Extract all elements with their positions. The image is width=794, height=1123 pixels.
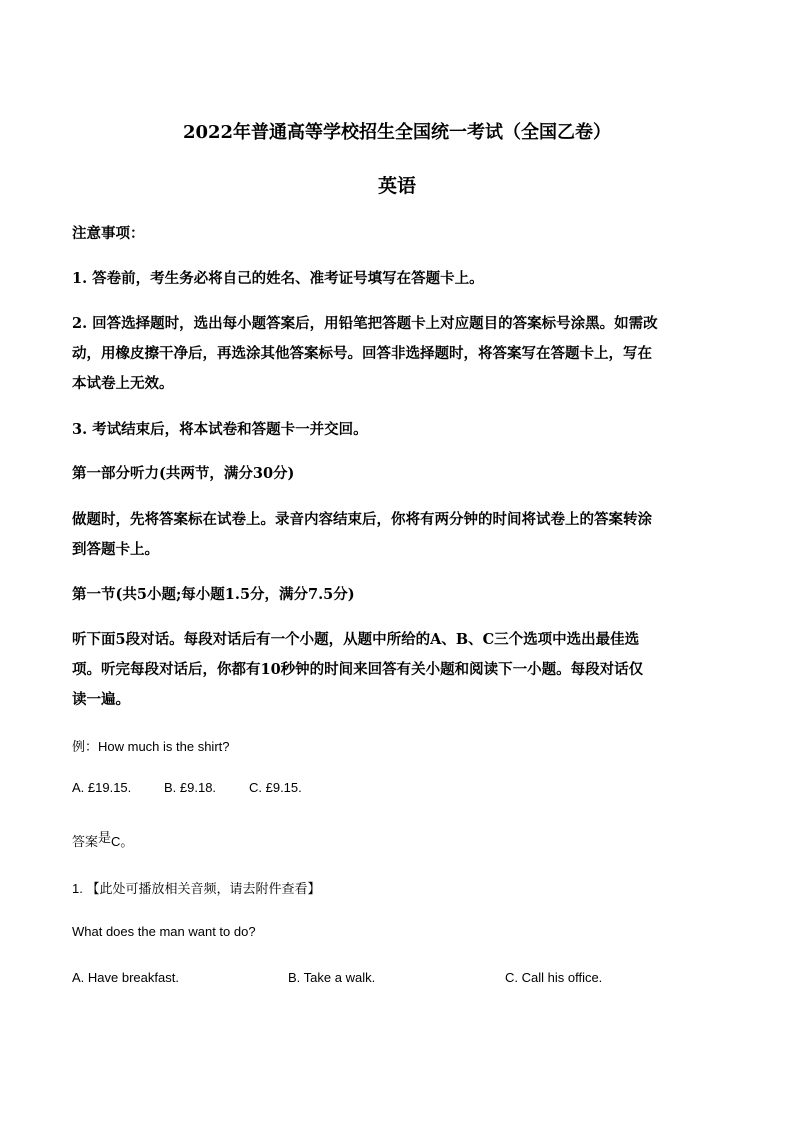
notes-item-2-line-1: 2. 回答选择题时，选出每小题答案后，用铅笔把答题卡上对应题目的答案标号涂黑。如需改 (72, 315, 658, 332)
part1-instruction-line-2: 到答题卡上。 (72, 541, 159, 558)
example-option-a: A. £19.15. (72, 780, 132, 795)
part1-heading: 第一部分听力(共两节，满分30分) (72, 465, 295, 482)
part1-instruction-line-1: 做题时，先将答案标在试卷上。录音内容结束后，你将有两分钟的时间将试卷上的答案转涂 (72, 511, 652, 528)
notes-item-3: 3. 考试结束后，将本试卷和答题卡一并交回。 (72, 421, 368, 438)
example-option-b: B. £9.18. (164, 780, 217, 795)
section1-heading: 第一节(共5小题;每小题1.5分，满分7.5分) (72, 586, 355, 603)
section1-instruction-line-3: 读一遍。 (72, 691, 130, 708)
example-answer (72, 831, 133, 850)
notes-item-1: 1. 答卷前，考生务必将自己的姓名、准考证号填写在答题卡上。 (72, 270, 484, 287)
example-option-c: C. £9.15. (249, 780, 302, 795)
question-1-option-c: C. Call his office. (505, 970, 603, 985)
exam-title: 2022年普通高等学校招生全国统一考试（全国乙卷） (182, 122, 612, 143)
exam-subject: 英语 (377, 175, 416, 197)
example-answer-prefix: 答案 (72, 834, 99, 849)
section1-instruction-line-1: 听下面5段对话。每段对话后有一个小题，从题中所给的A、B、C三个选项中选出最佳选 (72, 631, 640, 648)
notes-item-2-line-2: 动，用橡皮擦干净后，再选涂其他答案标号。回答非选择题时，将答案写在答题卡上，写在 (72, 345, 652, 362)
question-1-option-a: A. Have breakfast. (72, 970, 179, 985)
example-answer-value: C。 (111, 834, 134, 849)
question-1-option-b: B. Take a walk. (288, 970, 376, 985)
section1-instruction-line-2: 项。听完每段对话后，你都有10秒钟的时间来回答有关小题和阅读下一小题。每段对话仅 (72, 661, 644, 678)
example-prompt: 例：How much is the shirt? (72, 739, 230, 754)
notes-item-2-line-3: 本试卷上无效。 (72, 375, 174, 392)
question-1-label: 1. 【此处可播放相关音频，请去附件查看】 (72, 881, 321, 896)
notes-heading: 注意事项： (72, 225, 145, 242)
example-answer-mid: 是 (98, 830, 112, 845)
question-1-text: What does the man want to do? (72, 924, 256, 939)
